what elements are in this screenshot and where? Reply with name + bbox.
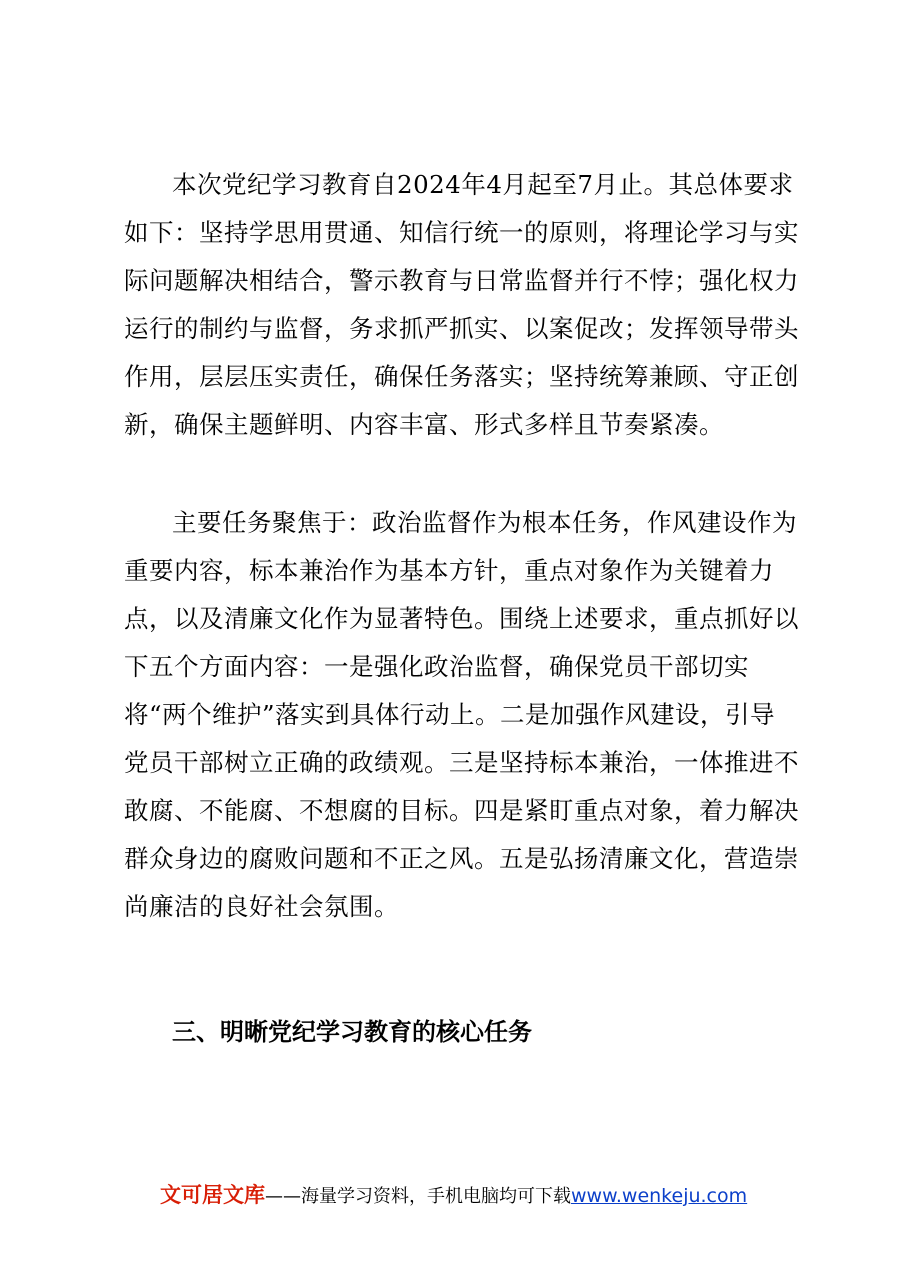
footer-brand: 文可居文库 — [160, 1183, 265, 1207]
footer — [160, 1181, 747, 1211]
section-heading: 三、明晰党纪学习教育的核心任务 — [172, 1018, 532, 1046]
paragraph-line: 下五个方面内容：一是强化政治监督，确保党员干部切实 — [124, 652, 749, 681]
paragraph-line: 群众身边的腐败问题和不正之风。五是弘扬清廉文化，营造崇 — [124, 844, 799, 873]
paragraph-line: 如下：坚持学思用贯通、知信行统一的原则，将理论学习与实 — [124, 218, 799, 247]
paragraph-line: 本次党纪学习教育自2024年4月起至7月止。其总体要求 — [172, 170, 794, 199]
paragraph-line: 敢腐、不能腐、不想腐的目标。四是紧盯重点对象，着力解决 — [124, 796, 799, 825]
paragraph-line: 主要任务聚焦于：政治监督作为根本任务，作风建设作为 — [172, 508, 797, 537]
paragraph-line: 将“两个维护”落实到具体行动上。二是加强作风建设，引导 — [124, 700, 776, 729]
footer-link[interactable]: www.wenkeju.com — [571, 1185, 748, 1207]
footer-tagline: ——海量学习资料，手机电脑均可下载 — [265, 1186, 571, 1207]
paragraph-line: 重要内容，标本兼治作为基本方针，重点对象作为关键着力 — [124, 556, 774, 585]
paragraph-line: 运行的制约与监督，务求抓严抓实、以案促改；发挥领导带头 — [124, 314, 799, 343]
paragraph-line: 点，以及清廉文化作为显著特色。围绕上述要求，重点抓好以 — [124, 604, 799, 633]
paragraph-line: 际问题解决相结合，警示教育与日常监督并行不悖；强化权力 — [124, 266, 799, 295]
paragraph-line: 尚廉洁的良好社会氛围。 — [124, 892, 399, 921]
paragraph-line: 党员干部树立正确的政绩观。三是坚持标本兼治，一体推进不 — [124, 748, 799, 777]
paragraph-line: 作用，层层压实责任，确保任务落实；坚持统筹兼顾、守正创 — [124, 362, 799, 391]
paragraph-line: 新，确保主题鲜明、内容丰富、形式多样且节奏紧凑。 — [124, 410, 724, 439]
